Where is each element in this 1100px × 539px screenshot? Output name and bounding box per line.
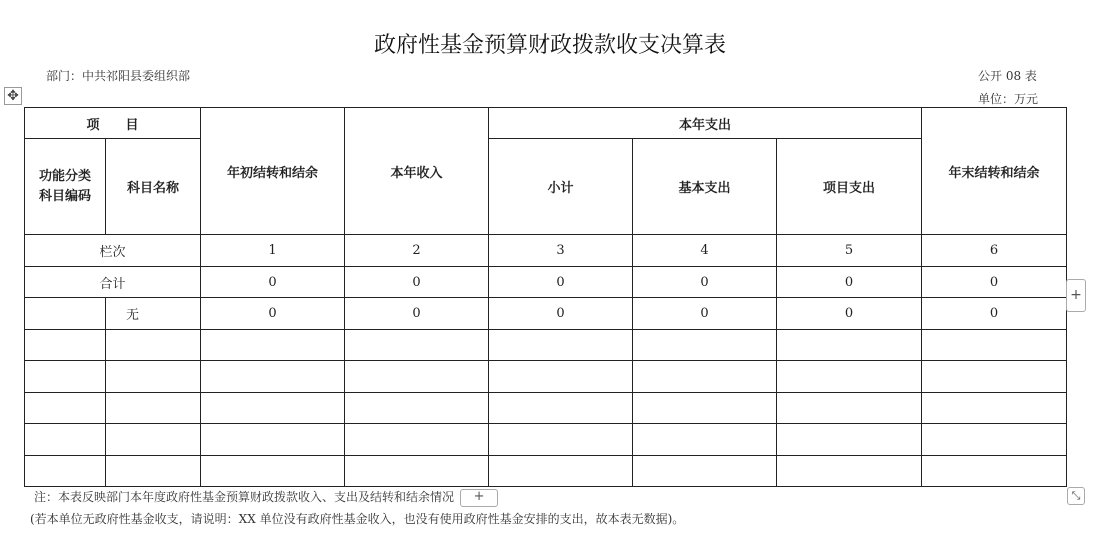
empty-row — [25, 361, 1067, 393]
header-subtotal: 小计 — [489, 139, 633, 235]
empty-cell[interactable] — [922, 330, 1067, 361]
empty-cell[interactable] — [106, 361, 201, 393]
empty-cell[interactable] — [201, 393, 345, 424]
empty-cell[interactable] — [201, 424, 345, 456]
move-icon[interactable]: ✥ — [4, 87, 22, 105]
header-item: 项 目 — [25, 108, 201, 139]
empty-cell[interactable] — [489, 330, 633, 361]
table-cell[interactable]: 0 — [922, 298, 1067, 330]
row-label-total[interactable]: 合计 — [25, 267, 201, 298]
table-cell[interactable]: 0 — [201, 267, 345, 298]
empty-row — [25, 424, 1067, 456]
empty-cell[interactable] — [489, 393, 633, 424]
empty-cell[interactable] — [922, 456, 1067, 487]
table-cell[interactable]: 0 — [777, 267, 922, 298]
header-project: 项目支出 — [777, 139, 922, 235]
form-number: 公开 08 表 — [978, 69, 1037, 83]
footnote — [34, 488, 498, 507]
empty-cell[interactable] — [106, 393, 201, 424]
table-cell[interactable]: 0 — [345, 267, 489, 298]
empty-cell[interactable] — [922, 424, 1067, 456]
resize-icon[interactable]: ⤡ — [1067, 487, 1085, 505]
table-cell[interactable]: 0 — [345, 298, 489, 330]
empty-cell[interactable] — [25, 456, 106, 487]
table-row — [25, 235, 1067, 267]
add-row-plus-icon[interactable]: + — [460, 489, 498, 507]
empty-cell[interactable] — [345, 330, 489, 361]
empty-cell[interactable] — [633, 424, 777, 456]
empty-cell[interactable] — [345, 456, 489, 487]
table-cell[interactable]: 0 — [922, 267, 1067, 298]
row-label-col-index[interactable]: 栏次 — [25, 235, 201, 267]
unit-label: 单位：万元 — [978, 92, 1039, 106]
empty-cell[interactable] — [633, 393, 777, 424]
empty-cell[interactable] — [201, 456, 345, 487]
empty-cell[interactable] — [777, 393, 922, 424]
empty-cell[interactable] — [345, 361, 489, 393]
empty-cell[interactable] — [25, 330, 106, 361]
empty-cell[interactable] — [25, 424, 106, 456]
table-cell-code[interactable] — [25, 298, 106, 330]
empty-cell[interactable] — [106, 456, 201, 487]
table-cell[interactable]: 3 — [489, 235, 633, 267]
header-subject-name: 科目名称 — [106, 139, 201, 235]
table-cell[interactable]: 6 — [922, 235, 1067, 267]
header-basic: 基本支出 — [633, 139, 777, 235]
empty-cell[interactable] — [633, 456, 777, 487]
empty-cell[interactable] — [201, 361, 345, 393]
table-cell[interactable]: 4 — [633, 235, 777, 267]
table-cell[interactable]: 0 — [489, 298, 633, 330]
empty-cell[interactable] — [777, 456, 922, 487]
empty-cell[interactable] — [633, 361, 777, 393]
empty-cell[interactable] — [25, 361, 106, 393]
empty-cell[interactable] — [489, 456, 633, 487]
empty-row — [25, 393, 1067, 424]
empty-cell[interactable] — [489, 424, 633, 456]
empty-cell[interactable] — [777, 424, 922, 456]
empty-cell[interactable] — [106, 330, 201, 361]
empty-cell[interactable] — [345, 393, 489, 424]
table-cell[interactable]: 0 — [633, 298, 777, 330]
empty-cell[interactable] — [922, 361, 1067, 393]
table-cell[interactable]: 0 — [633, 267, 777, 298]
empty-cell[interactable] — [777, 361, 922, 393]
header-income: 本年收入 — [345, 108, 489, 235]
add-column-plus-icon[interactable]: + — [1066, 279, 1086, 312]
table-cell[interactable]: 0 — [489, 267, 633, 298]
table-cell[interactable]: 2 — [345, 235, 489, 267]
header-expense: 本年支出 — [489, 108, 922, 139]
header-begin-balance: 年初结转和结余 — [201, 108, 345, 235]
table-row — [25, 267, 1067, 298]
table-cell[interactable]: 0 — [777, 298, 922, 330]
footnote-explanation: (若本单位无政府性基金收支，请说明：XX 单位没有政府性基金收入，也没有使用政府性基金安排的支出，故本表无数据)。 — [30, 512, 685, 526]
empty-cell[interactable] — [489, 361, 633, 393]
empty-row — [25, 456, 1067, 487]
header-func-code: 功能分类 科目编码 — [25, 139, 106, 235]
empty-cell[interactable] — [201, 330, 345, 361]
header-end-balance: 年末结转和结余 — [922, 108, 1067, 235]
empty-cell[interactable] — [25, 393, 106, 424]
footnote-text: 注：本表反映部门本年度政府性基金预算财政拨款收入、支出及结转和结余情况 — [34, 490, 455, 504]
empty-cell[interactable] — [922, 393, 1067, 424]
empty-cell[interactable] — [345, 424, 489, 456]
table-cell[interactable]: 0 — [201, 298, 345, 330]
department-label: 部门：中共祁阳县委组织部 — [46, 69, 191, 83]
page-title: 政府性基金预算财政拨款收支决算表 — [373, 33, 726, 58]
empty-cell[interactable] — [633, 330, 777, 361]
empty-row — [25, 330, 1067, 361]
budget-table — [24, 107, 1067, 487]
empty-cell[interactable] — [777, 330, 922, 361]
table-cell-name[interactable]: 无 — [106, 298, 201, 330]
table-cell[interactable]: 5 — [777, 235, 922, 267]
table-row — [25, 298, 1067, 330]
table-cell[interactable]: 1 — [201, 235, 345, 267]
empty-cell[interactable] — [106, 424, 201, 456]
